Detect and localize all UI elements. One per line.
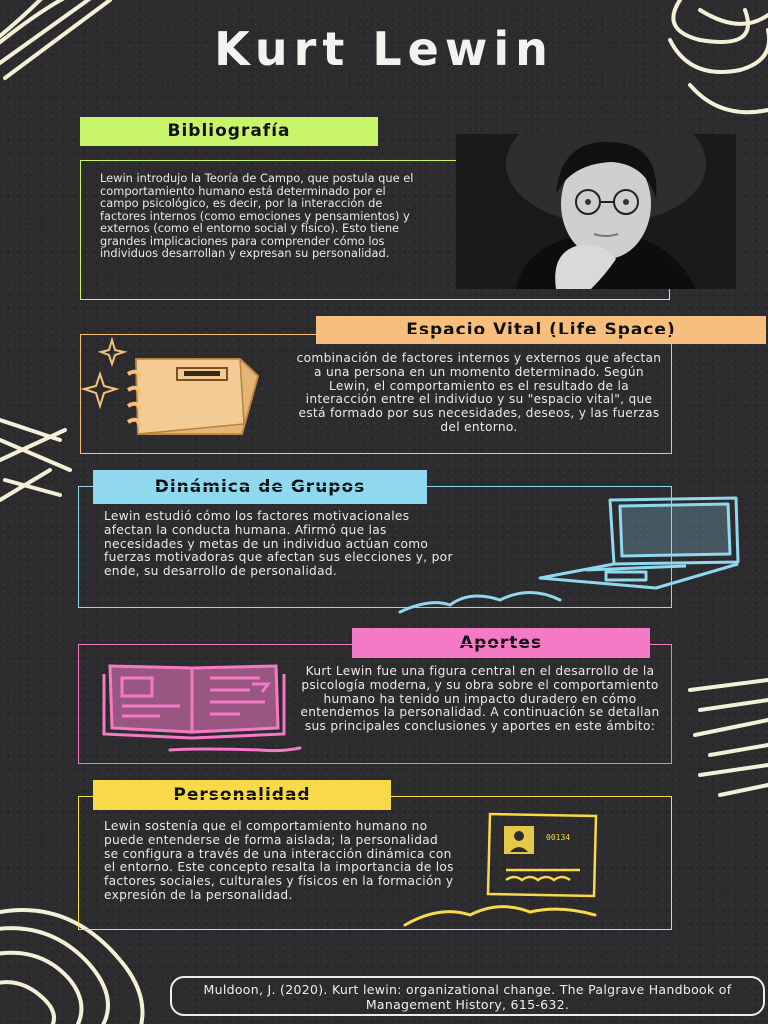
- dinamica-label: Dinámica de Grupos: [93, 470, 427, 504]
- bibliografia-label: Bibliografía: [80, 117, 378, 146]
- espacio-vital-label: Espacio Vital (Life Space): [316, 316, 766, 344]
- id-card-icon: [486, 810, 606, 900]
- reference-citation: Muldoon, J. (2020). Kurt lewin: organizational change. The Palgrave Handbook of Management History, 615-632.: [170, 976, 765, 1016]
- dinamica-text: Lewin estudió cómo los factores motivacionales afectan la conducta humana. Afirmó que las necesidades y metas de un individuo actúan como fuerzas motivadoras que afectan sus elecciones y, por ende, su desarrollo de personalidad.: [104, 509, 453, 579]
- open-book-icon: [100, 662, 290, 742]
- portrait-photo: [456, 134, 736, 289]
- personalidad-text: Lewin sostenía que el comportamiento humano no puede entenderse de forma aislada; la personalidad se configura a través de una interacción dinámica con el entorno. Este concepto resalta la importancia de los factores sociales, culturales y físicos en la formación y expresión de la personalidad.: [104, 819, 454, 902]
- bibliografia-text: Lewin introdujo la Teoría de Campo, que postula que el comportamiento humano está determinado por el campo psicológico, es decir, por la interacción de factores internos (como emociones y pensamientos) y externos (como el entorno social y físico). Esto tiene grandes implicaciones para comprender cómo los individuos desarrollan y expresan su personalidad.: [100, 171, 414, 260]
- personalidad-label: Personalidad: [93, 780, 391, 810]
- aportes-label: Aportes: [352, 628, 650, 658]
- page-title: Kurt Lewin: [214, 22, 554, 76]
- laptop-icon: [536, 492, 756, 592]
- espacio-vital-text: combinación de factores internos y externos que afectan a una persona en un momento determinado. Según Lewin, el comportamiento es el resultado de la interacción entre el individuo y su "espacio vital", que está formado por sus necesidades, deseos, y las fuerzas del entorno.: [296, 351, 662, 434]
- id-card-code: 00134: [546, 833, 571, 842]
- notebook-icon: [122, 354, 262, 444]
- aportes-text: Kurt Lewin fue una figura central en el desarrollo de la psicología moderna, y su obra sobre el comportamiento humano ha tenido un impacto duradero en cómo entendemos la personalidad. A continuación se detallan sus principales conclusiones y aportes en este ámbito:: [300, 664, 660, 734]
